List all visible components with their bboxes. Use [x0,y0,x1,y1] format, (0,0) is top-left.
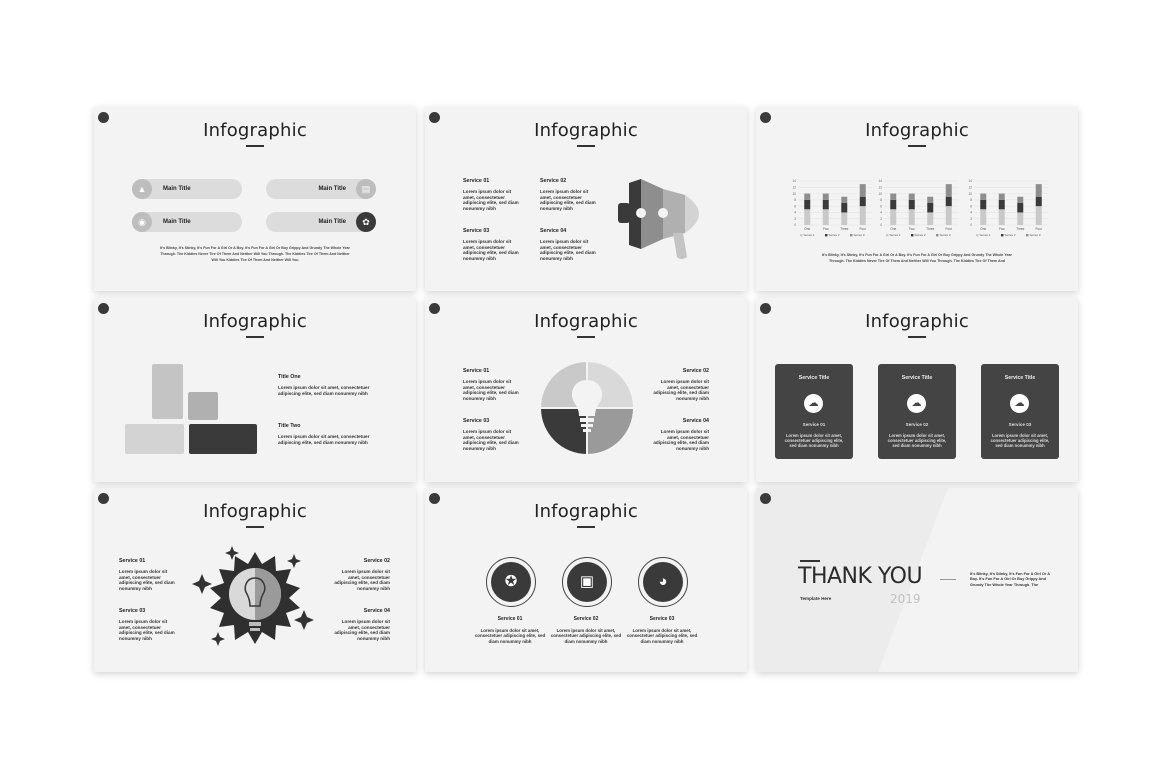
card-title: Service Title [901,375,933,381]
bar-segment [909,209,915,225]
service-02-label: Service 02 [363,558,390,564]
slide-2[interactable] [425,107,747,291]
lightbulb-burst-icon [192,544,318,654]
bar-segment [823,209,829,225]
bar-segment [841,212,847,225]
y-tick-label: 14 [792,179,796,184]
block-tall [152,364,183,419]
bar-segment [999,209,1005,225]
service-02-text: Lorem ipsum dolor sit amet, consectetuer adipiscing elite, sed diam nonummy nibh [653,379,709,401]
bar-segment [841,203,847,212]
card-text: Lorem ipsum dolor sit amet, consectetuer adipiscing elite, sed diam nonummy nibh [784,433,844,448]
stacked-bar-chart-2 [872,177,962,245]
bar-segment [946,184,952,197]
y-tick-label: 12 [792,185,796,190]
legend-label: Series 3 [853,233,865,238]
service-02-label: Service 02 [573,616,599,622]
card-subtitle: Service 02 [905,422,929,427]
bar-segment [909,194,915,200]
main-title-pill-4 [266,212,376,232]
legend-swatch [800,234,802,236]
y-tick-label: 0 [880,223,882,228]
year-text: 2019 [890,592,921,606]
basket-icon: ▤ [356,179,376,199]
bar-segment [804,200,810,209]
thank-you-heading: THANK YOU [798,564,923,589]
service-01-label: Service 01 [497,616,523,622]
bar-segment [1036,184,1042,197]
y-tick-label: 6 [794,204,796,209]
card-subtitle: Service 03 [1008,422,1032,427]
title-underline [246,145,264,147]
bar-segment [1017,212,1023,225]
slide-title: Infographic [534,501,638,522]
x-tick-label: Two [822,227,829,231]
slide-3[interactable] [756,107,1078,291]
bar-segment [860,206,866,225]
y-tick-label: 2 [880,216,882,221]
slide-footer-text: It's Blinky, It's Stinky, It's Fun For A Girl Or A Boy. It's Fun For A Girl Or Boy Grippy And Grundy The Whole Year Through. The Kiddies Never Tire Of Them And Neither Will You Through. The Kiddies Tire Of Them And Neither Will You Kiddies Tire Of Them And Neither Will You [160,246,350,262]
x-tick-label: One [804,227,811,231]
card-title: Service Title [1004,375,1036,381]
slide-title: Infographic [203,311,307,332]
title-underline [246,526,264,528]
slide-5[interactable] [425,298,747,482]
legend-swatch [1001,234,1003,236]
service-02-text: Lorem ipsum dolor sit amet, consectetuer adipiscing elite, sed diam nonummy nibh [550,628,622,644]
slide-title: Infographic [534,311,638,332]
stacked-bar-chart-1 [786,177,876,245]
bar-segment [927,197,933,203]
legend-label: Series 1 [803,233,815,238]
legend-swatch [886,234,888,236]
legend-swatch [976,234,978,236]
x-tick-label: One [890,227,897,231]
bar-segment [804,194,810,200]
briefcase-icon: ▣ [567,562,607,602]
x-tick-label: Three [1016,227,1025,231]
divider-line [940,579,956,580]
bar-segment [927,212,933,225]
y-tick-label: 10 [792,191,796,196]
title-underline [577,526,595,528]
title-underline [577,336,595,338]
slide-6[interactable] [756,298,1078,482]
pill-label: Main Title [318,186,346,192]
service-card-3 [981,364,1059,459]
legend-label: Series 2 [828,233,840,238]
service-01-text: Lorem ipsum dolor sit amet, consectetuer adipiscing elite, sed diam nonummy nibh [119,569,175,591]
service-01-ring [486,557,536,607]
y-tick-label: 4 [794,210,796,215]
award-icon: ✪ [491,562,531,602]
service-03-text: Lorem ipsum dolor sit amet, consectetuer adipiscing elite, sed diam nonummy nibh [463,429,519,451]
x-tick-label: One [980,227,987,231]
pill-label: Main Title [163,186,191,192]
y-tick-label: 6 [880,204,882,209]
template-subtitle: Template Here [800,596,832,601]
title-underline [908,145,926,147]
heading-accent-line [800,560,820,562]
bar-segment [890,194,896,200]
service-card-2 [878,364,956,459]
main-title-pill-2 [266,179,376,199]
bar-segment [946,197,952,206]
bar-segment [1017,197,1023,203]
y-tick-label: 14 [968,179,972,184]
legend-label: Series 2 [914,233,926,238]
title-underline [908,336,926,338]
y-tick-label: 10 [968,191,972,196]
legend-label: Series 3 [1029,233,1041,238]
title-one-text: Lorem ipsum dolor sit amet, consectetuer adipiscing elite, sed diam nonummy nibh [278,385,370,396]
y-tick-label: 8 [794,198,796,203]
service-04-label: Service 04 [682,418,709,424]
bar-segment [841,197,847,203]
card-title: Service Title [798,375,830,381]
stacked-bar-chart-3 [962,177,1052,245]
service-01-text: Lorem ipsum dolor sit amet, consectetuer adipiscing elite, sed diam nonummy nibh [474,628,546,644]
slide-title: Infographic [203,501,307,522]
x-tick-label: Four [859,227,867,231]
y-tick-label: 4 [970,210,972,215]
bar-segment [999,194,1005,200]
legend-swatch [850,234,852,236]
bar-segment [999,200,1005,209]
legend-label: Series 1 [889,233,901,238]
service-01-text: Lorem ipsum dolor sit amet, consectetuer adipiscing elite, sed diam nonummy nibh [463,379,519,401]
title-underline [246,336,264,338]
y-tick-label: 10 [878,191,882,196]
service-03-label: Service 03 [649,616,675,622]
bar-segment [980,200,986,209]
bar-segment [860,184,866,197]
service-01-label: Service 01 [463,368,490,374]
handshake-icon: ✿ [356,212,376,232]
cloud-icon: ☁ [907,394,926,413]
slide-title: Infographic [203,120,307,141]
y-tick-label: 14 [878,179,882,184]
cloud-icon: ☁ [804,394,823,413]
service-01-text: Lorem ipsum dolor sit amet, consectetuer adipiscing elite, sed diam nonummy nibh [463,189,519,211]
slide-4[interactable] [94,298,416,482]
y-tick-label: 6 [970,204,972,209]
service-04-text: Lorem ipsum dolor sit amet, consectetuer adipiscing elite, sed diam nonummy nibh [653,429,709,451]
block-small [188,392,218,420]
slide-title: Infographic [865,120,969,141]
x-tick-label: Four [945,227,953,231]
slide-title: Infographic [534,120,638,141]
legend-label: Series 1 [979,233,991,238]
service-02-label: Service 02 [540,178,567,184]
lightbulb-donut-diagram [539,360,635,456]
legend-swatch [911,234,913,236]
service-03-label: Service 03 [463,418,490,424]
slide-1[interactable] [94,107,416,291]
service-04-text: Lorem ipsum dolor sit amet, consectetuer adipiscing elite, sed diam nonummy nibh [540,239,596,261]
y-tick-label: 2 [794,216,796,221]
service-01-label: Service 01 [463,178,490,184]
legend-swatch [825,234,827,236]
service-03-label: Service 03 [119,608,146,614]
bar-segment [1017,203,1023,212]
service-03-ring [638,557,688,607]
card-subtitle: Service 01 [802,422,826,427]
y-tick-label: 12 [968,185,972,190]
legend-label: Series 2 [1004,233,1016,238]
x-tick-label: Two [908,227,915,231]
block-wide-light [125,424,184,454]
service-03-text: Lorem ipsum dolor sit amet, consectetuer adipiscing elite, sed diam nonummy nibh [119,619,175,641]
legend-swatch [1026,234,1028,236]
main-title-pill-1 [132,179,242,199]
block-wide-dark [189,424,257,454]
card-text: Lorem ipsum dolor sit amet, consectetuer adipiscing elite, sed diam nonummy nibh [887,433,947,448]
thank-you-blurb: It's Blinky, It's Stinky, It's Fun For A Girl Or A Boy. It's Fun For A Girl Or Boy Grippy And Grundy The Whole Year Through. The [970,572,1050,587]
y-tick-label: 8 [970,198,972,203]
slide-marker-dot [760,493,771,504]
legend-swatch [936,234,938,236]
service-02-ring [562,557,612,607]
service-03-label: Service 03 [463,228,490,234]
bar-segment [909,200,915,209]
slide-8[interactable] [425,488,747,672]
y-tick-label: 0 [970,223,972,228]
service-03-text: Lorem ipsum dolor sit amet, consectetuer adipiscing elite, sed diam nonummy nibh [626,628,698,644]
slide-7[interactable] [94,488,416,672]
bar-segment [804,209,810,225]
service-04-text: Lorem ipsum dolor sit amet, consectetuer adipiscing elite, sed diam nonummy nibh [334,619,390,641]
y-tick-label: 12 [878,185,882,190]
y-tick-label: 4 [880,210,882,215]
x-tick-label: Three [926,227,935,231]
megaphone-puzzle-icon [615,173,715,263]
bar-segment [980,209,986,225]
y-tick-label: 2 [970,216,972,221]
bar-segment [1036,206,1042,225]
x-tick-label: Three [840,227,849,231]
title-two-text: Lorem ipsum dolor sit amet, consectetuer adipiscing elite, sed diam nonummy nibh [278,434,370,445]
bar-segment [980,194,986,200]
title-one-label: Title One [278,374,301,380]
bar-segment [823,194,829,200]
legend-label: Series 3 [939,233,951,238]
title-two-label: Title Two [278,423,301,429]
card-text: Lorem ipsum dolor sit amet, consectetuer adipiscing elite, sed diam nonummy nibh [990,433,1050,448]
slide-footer-text: It's Blinky, It's Stinky, It's Fun For A Girl Or A Boy. It's Fun For A Girl Or Boy Grippy And Grundy The Whole Year Through. The Kiddies Never Tire Of Them And Neither Will You Through. The Kiddies Tire Of Them And [822,253,1012,263]
bar-segment [927,203,933,212]
bar-segment [946,206,952,225]
cloud-icon: ☁ [1010,394,1029,413]
rocket-icon: ▲ [132,179,152,199]
bar-segment [890,200,896,209]
slide-9[interactable] [756,488,1078,672]
bar-segment [860,197,866,206]
main-title-pill-3 [132,212,242,232]
service-04-label: Service 04 [363,608,390,614]
pill-label: Main Title [163,219,191,225]
service-02-label: Service 02 [682,368,709,374]
y-tick-label: 0 [794,223,796,228]
bar-segment [1036,197,1042,206]
lightbulb-icon: ◉ [132,212,152,232]
service-04-label: Service 04 [540,228,567,234]
speedometer-icon: ◕ [643,562,683,602]
service-01-label: Service 01 [119,558,146,564]
slide-title: Infographic [865,311,969,332]
service-02-text: Lorem ipsum dolor sit amet, consectetuer adipiscing elite, sed diam nonummy nibh [334,569,390,591]
x-tick-label: Two [998,227,1005,231]
pill-label: Main Title [318,219,346,225]
service-card-1 [775,364,853,459]
title-underline [577,145,595,147]
bar-segment [823,200,829,209]
service-02-text: Lorem ipsum dolor sit amet, consectetuer adipiscing elite, sed diam nonummy nibh [540,189,596,211]
bar-segment [890,209,896,225]
y-tick-label: 8 [880,198,882,203]
service-03-text: Lorem ipsum dolor sit amet, consectetuer adipiscing elite, sed diam nonummy nibh [463,239,519,261]
x-tick-label: Four [1035,227,1043,231]
